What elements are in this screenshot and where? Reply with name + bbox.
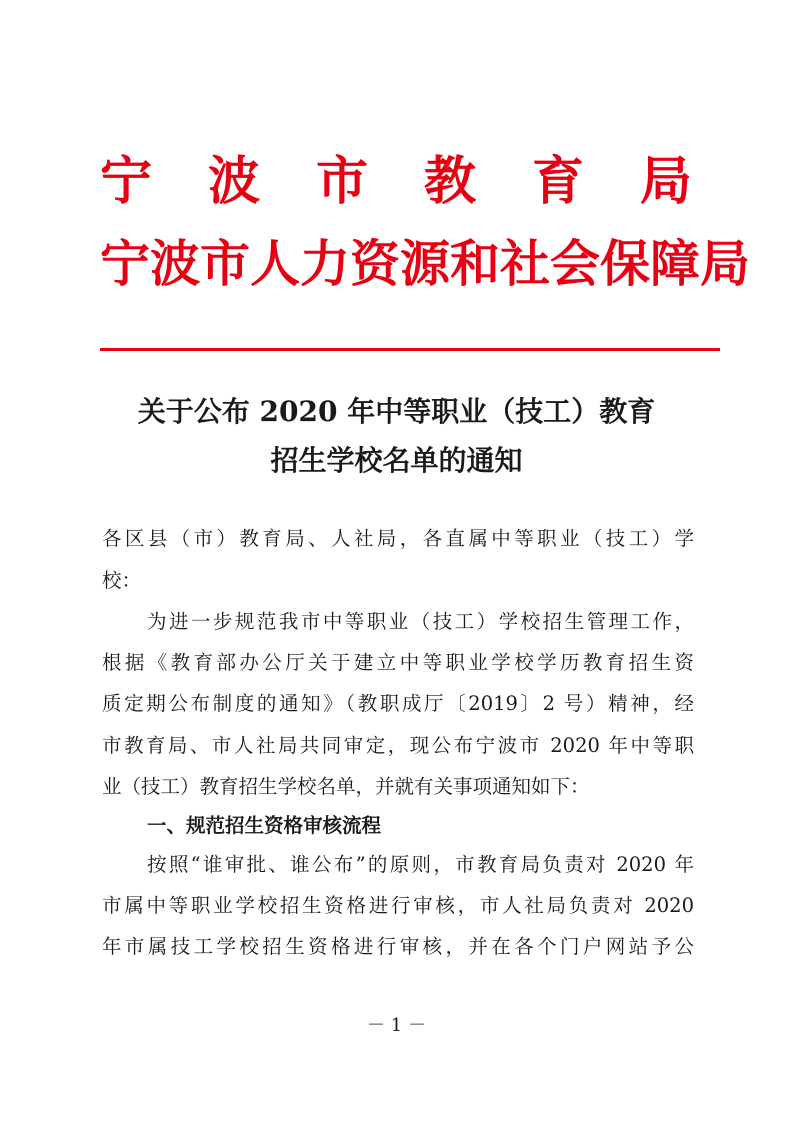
page-number: － 1 － [367,1015,426,1036]
salutation-line-1: 各区县（市）教育局、人社局，各直属中等职业（技工）学 [102,527,694,550]
paragraph-1-line-2: 根据《教育部办公厅关于建立中等职业学校学历教育招生资 [102,651,694,674]
paragraph-1-line-3: 质定期公布制度的通知》（教职成厅〔2019〕2 号）精神，经 [102,692,694,715]
salutation-line-2: 校： [102,569,142,592]
paragraph-1-line-1: 为进一步规范我市中等职业（技工）学校招生管理工作， [147,610,694,633]
org-char: 局 [639,151,692,212]
paragraph-2-line-2: 市属中等职业学校招生资格进行审核，市人社局负责对 2020 [102,894,694,917]
org-char: 育 [531,151,584,212]
paragraph-2-line-3: 年市属技工学校招生资格进行审核，并在各个门户网站予公 [102,935,694,958]
org-char: 波 [207,151,260,212]
org-char: 市 [315,151,368,212]
issuing-org-hr-bureau: 宁波市人力资源和社会保障局 [100,234,750,293]
document-title-line-1: 关于公布 2020 年中等职业（技工）教育 [137,395,656,428]
paragraph-1-line-4: 市教育局、市人社局共同审定，现公布宁波市 2020 年中等职 [102,734,694,757]
org-char: 宁 [100,151,153,212]
org-char: 教 [423,151,476,212]
document-title-line-2: 招生学校名单的通知 [270,444,523,477]
paragraph-1-line-5: 业（技工）教育招生学校名单，并就有关事项通知如下： [102,775,590,798]
issuing-org-education-bureau [100,152,692,212]
section-1-heading: 一、规范招生资格审核流程 [147,814,382,837]
paragraph-2-line-1: 按照“谁审批、谁公布”的原则，市教育局负责对 2020 年 [147,853,694,876]
red-header-divider [100,348,720,351]
